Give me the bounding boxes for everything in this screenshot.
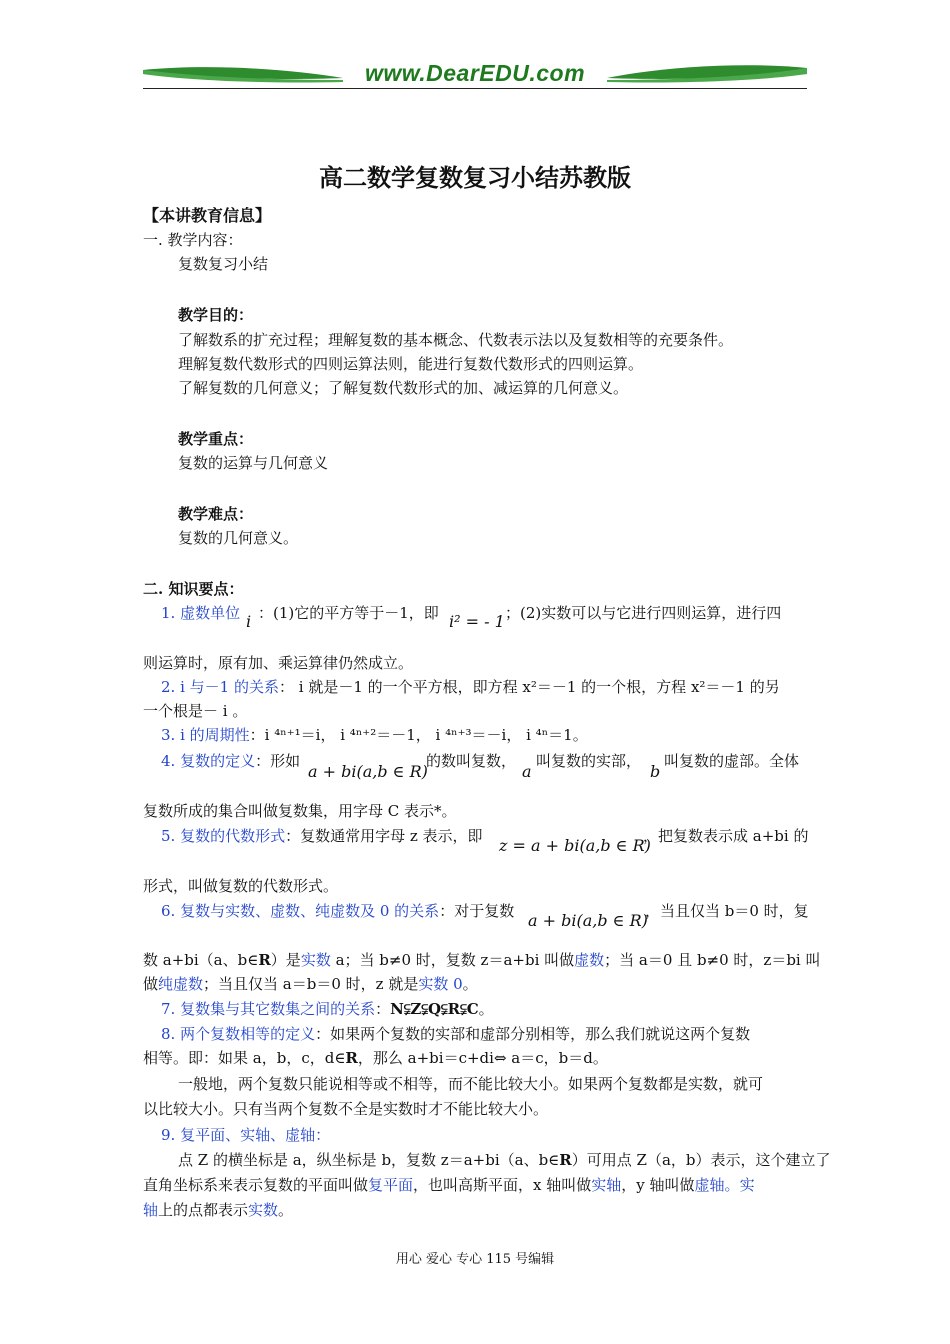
point-4-text: 复数所成的集合叫做复数集，用字母 C 表示*。: [143, 802, 457, 820]
point-9: [161, 1124, 330, 1145]
text-run: 做: [143, 975, 159, 993]
difficulty-label: 教学难点：: [178, 505, 254, 523]
point-3-term: i 的周期性: [180, 726, 250, 744]
text-run: 相等。即：如果 a，b，c，d∈: [143, 1049, 346, 1067]
purpose-line: 理解复数代数形式的四则运算法则，能进行复数代数形式的四则运算。: [178, 355, 644, 373]
equation-i-squared: i² = - 1: [449, 612, 505, 631]
purpose-label: 教学目的：: [178, 306, 254, 324]
key-label: 教学重点：: [178, 430, 254, 448]
page-footer: 用心 爱心 专心 115 号编辑: [395, 1252, 555, 1267]
point-6: [161, 900, 514, 921]
equation-z: z = a + bi(a,b ∈ R): [499, 836, 651, 855]
number-sets: N⫋Z⫋Q⫋R⫋C: [390, 1000, 479, 1018]
point-8-line: [143, 1047, 608, 1068]
text-run: 实: [739, 1176, 755, 1194]
point-7-number: 7.: [161, 1000, 181, 1018]
point-4-text: 叫复数的实部，: [536, 752, 642, 770]
key-text: 复数的运算与几何意义: [178, 454, 329, 472]
equation-complex: a + bi(a,b ∈ R): [528, 911, 648, 930]
point-9-line: [143, 1199, 293, 1220]
point-3: [161, 724, 588, 745]
point-8: [161, 1023, 750, 1044]
point-4-number: 4.: [161, 752, 181, 770]
point-9-number: 9.: [161, 1126, 181, 1144]
point-6-number: 6.: [161, 902, 181, 920]
text-run: R: [258, 951, 271, 969]
point-2-term: i 与－1 的关系: [180, 678, 279, 696]
point-8-number: 8.: [161, 1025, 181, 1043]
info-heading: 【本讲教育信息】: [143, 206, 272, 225]
point-3-text: ：i ⁴ⁿ⁺¹＝i， i ⁴ⁿ⁺²＝－1， i ⁴ⁿ⁺³＝－i， i ⁴ⁿ＝1。: [249, 726, 588, 744]
point-8-term: 两个复数相等的定义: [180, 1025, 316, 1043]
symbol-b: b: [650, 762, 661, 781]
text-run: 上的点都表示: [158, 1201, 249, 1219]
point-5: [161, 825, 483, 846]
point-4-term: 复数的定义: [180, 752, 256, 770]
point-4: [161, 750, 300, 771]
page-title: 高二数学复数复习小结苏教版: [319, 163, 631, 192]
point-6-text: ，当且仅当 b＝0 时，复: [645, 902, 809, 920]
text-run: R: [345, 1049, 358, 1067]
point-7: [161, 998, 494, 1019]
point-2-text: ： i 就是－1 的一个平方根，即方程 x²＝－1 的一个根，方程 x²＝－1 的另: [278, 678, 780, 696]
text-run: 点 Z 的横坐标是 a，纵坐标是 b，复数 z＝a+bi（a、b∈: [178, 1151, 560, 1169]
header-rule: [143, 88, 807, 89]
text-run: 直角坐标系来表示复数的平面叫做: [143, 1176, 369, 1194]
text-run: 数 a+bi（a、b∈: [143, 951, 259, 969]
point-9-line: [178, 1149, 831, 1170]
point-4-text: ：形如: [255, 752, 301, 770]
equation-complex: a + bi(a,b ∈ R): [308, 762, 428, 781]
symbol-i: i: [246, 612, 252, 631]
text-run: R: [559, 1151, 572, 1169]
knowledge-label: 二. 知识要点：: [143, 580, 244, 598]
point-3-number: 3.: [161, 726, 181, 744]
text-run: ，也叫高斯平面，x 轴叫做: [413, 1176, 592, 1194]
point-6-line: [143, 949, 821, 970]
point-8-text: ：如果两个复数的实部和虚部分别相等，那么我们就说这两个复数: [315, 1025, 751, 1043]
point-8-text: 一般地，两个复数只能说相等或不相等，而不能比较大小。如果两个复数都是实数，就可: [178, 1075, 764, 1093]
text-run: ，那么 a+bi＝c+di⇔ a＝c，b＝d。: [357, 1049, 608, 1067]
text-run: 。: [462, 975, 478, 993]
purpose-line: 了解数系的扩充过程；理解复数的基本概念、代数表示法以及复数相等的充要条件。: [178, 331, 734, 349]
point-7-term: 复数集与其它数集之间的关系: [180, 1000, 376, 1018]
site-logo[interactable]: www.DearEDU.com: [364, 60, 586, 86]
text-run: ；当且仅当 a＝b＝0 时，z 就是: [203, 975, 419, 993]
term-imaginary-axis: 虚轴: [694, 1176, 725, 1194]
point-6-term: 复数与实数、虚数、纯虚数及 0 的关系: [180, 902, 440, 920]
point-1-text: 则运算时，原有加、乘运算律仍然成立。: [143, 654, 414, 672]
point-1-text: ：(1)它的平方等于－1，即: [258, 604, 439, 622]
symbol-a: a: [522, 762, 532, 781]
text-run: a；当 b≠0 时，复数 z＝a+bi 叫做: [330, 951, 575, 969]
point-5-text: 形式，叫做复数的代数形式。: [143, 877, 339, 895]
point-1-term: 虚数单位: [180, 604, 241, 622]
point-2-number: 2.: [161, 678, 181, 696]
content-text: 复数复习小结: [178, 255, 269, 273]
text-run: ；当 a＝0 且 b≠0 时，z＝bi 叫: [604, 951, 821, 969]
point-1: [161, 602, 240, 623]
point-2: [161, 676, 780, 697]
term-imaginary: 虚数: [574, 951, 605, 969]
term-complex-plane: 复平面: [368, 1176, 414, 1194]
point-6-text: ：对于复数: [439, 902, 515, 920]
term-real: 实数: [300, 951, 331, 969]
point-5-text: ，把复数表示成 a+bi 的: [643, 827, 809, 845]
text-run: ）可用点 Z（a，b）表示，这个建立了: [571, 1151, 831, 1169]
term-real: 实数: [248, 1201, 279, 1219]
point-5-term: 复数的代数形式: [180, 827, 286, 845]
point-5-text: ：复数通常用字母 z 表示，即: [285, 827, 483, 845]
point-8-text: 以比较大小。只有当两个复数不全是实数时才不能比较大小。: [143, 1100, 549, 1118]
term-zero: 实数 0: [418, 975, 463, 993]
text-run: ）是: [270, 951, 301, 969]
point-4-text: 叫复数的虚部。全体: [664, 752, 800, 770]
point-1-text: ；(2)实数可以与它进行四则运算，进行四: [505, 604, 782, 622]
point-7-text: ：: [375, 1000, 391, 1018]
term-pure-imaginary: 纯虚数: [158, 975, 204, 993]
difficulty-text: 复数的几何意义。: [178, 529, 299, 547]
point-5-number: 5.: [161, 827, 181, 845]
point-7-text: 。: [478, 1000, 494, 1018]
point-1-number: 1.: [161, 604, 181, 622]
purpose-line: 了解复数的几何意义；了解复数代数形式的加、减运算的几何意义。: [178, 379, 629, 397]
point-2-text: 一个根是－ i 。: [143, 702, 248, 720]
point-4-text: 的数叫复数，: [426, 752, 517, 770]
text-run: 。: [724, 1176, 740, 1194]
text-run: ，y 轴叫做: [621, 1176, 695, 1194]
point-9-term: 复平面、实轴、虚轴: [180, 1126, 316, 1144]
point-9-text: ：: [315, 1126, 331, 1144]
text-run: 。: [278, 1201, 294, 1219]
term-real-axis: 实轴: [591, 1176, 622, 1194]
point-9-line: [143, 1174, 755, 1195]
point-6-line: [143, 973, 478, 994]
content-label: 一. 教学内容：: [143, 231, 243, 249]
text-run: 轴: [143, 1201, 159, 1219]
